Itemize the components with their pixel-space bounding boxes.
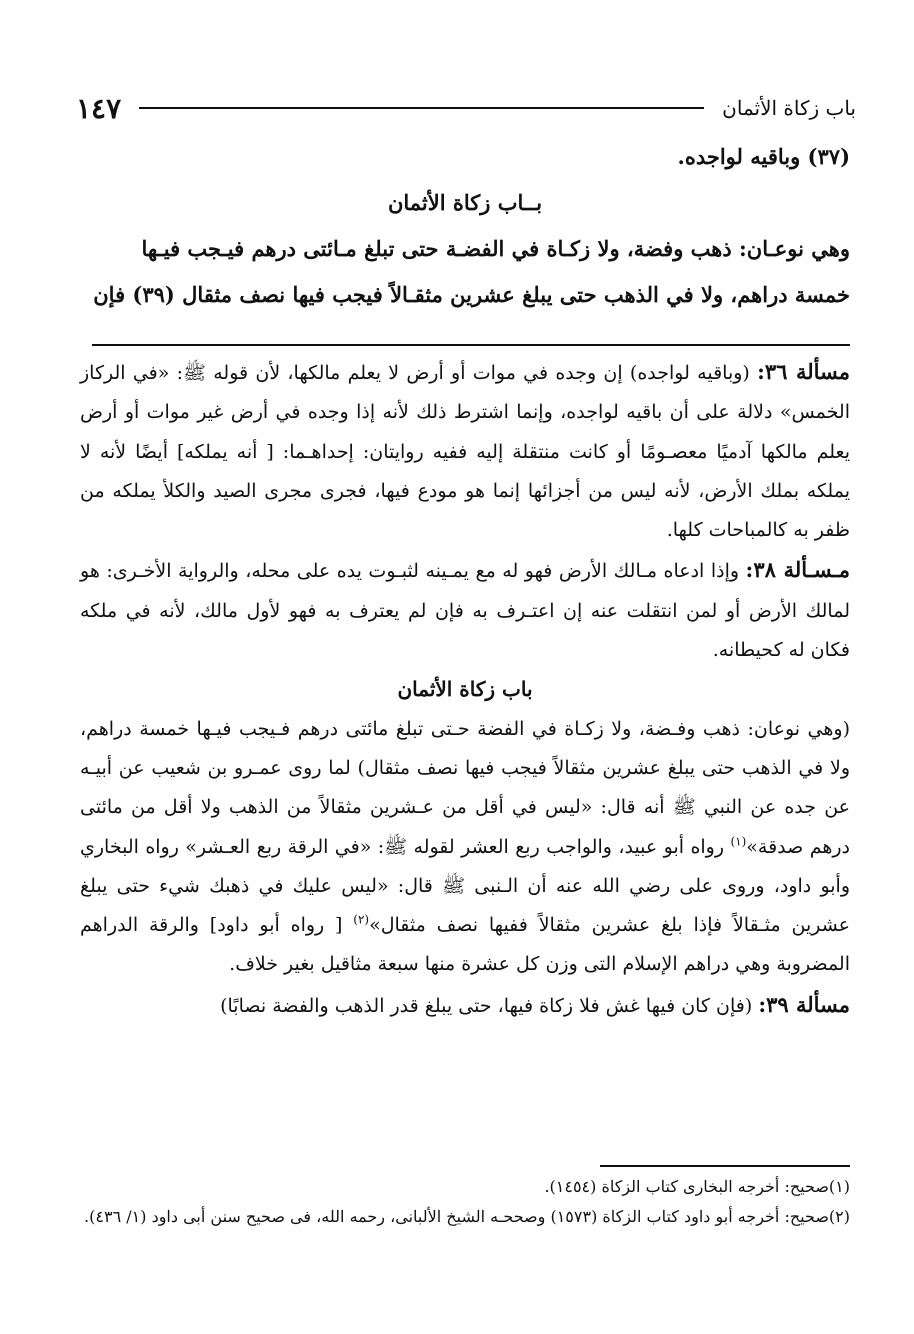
running-header — [76, 88, 856, 128]
matn-text — [80, 134, 850, 318]
matn-chapter-title: بــاب زكاة الأثمان — [387, 190, 543, 215]
chapter-text-1: (وهي نوعان: ذهب وفـضة، ولا زكـاة في الفضة حـتى تبلغ مائتى درهم فـيجب فيـها خمسة دراهم، ولا في الذهب حتى يبلغ عشرين مثقالاً فيجب فيها نصف مثقال) لما روى عمـرو بن شعيب عن أبيـه عن جده عن النبي ﷺ أنه قال: «ليس في أقل من عـشرين مثقالاً من الذهب ولا أقل من مائتى درهم صدقة» — [80, 717, 850, 858]
footnote-divider — [600, 1165, 850, 1167]
masala-38-paragraph — [80, 550, 850, 670]
masala-36-text: (وباقيه لواجده) إن وجده في موات أو أرض لا يعلم مالكها، لأن قوله ﷺ: «في الركاز الخمس» دلالة على أن باقيه لواجده، وإنما اشترط ذلك لأنه إذا وجده في أرض غير موات أو أرض يعلم مالكها آدميًا معصـومًا أو كانت منتقلة إليه ففيه روايتان: إحداهـما: [ أنه يملكه] أيضًا لأنه لا يملكه بملك الأرض، لأنه ليس من أجزائها إنما هو مودع فيها، فجرى مجرى الصيد والكلأ يملكه من ظفر به كالمباحات كلها. — [80, 362, 850, 542]
chapter-text-2: رواه أبو عبيد، والواجب ربع العشر لقوله ﷺ: «في الرقة ربع العـشر» رواه البخاري وأبو داود، وروى على رضي الله عنه أن الـنبى ﷺ قال: «ليس عليك في ذهبك شيء حتى يبلغ عشرين مثـقالاً فإذا بلغ عشرين مثقالاً ففيها نصف مثقال» — [80, 835, 850, 937]
chapter-paragraph — [80, 710, 850, 985]
chapter-heading: باب زكاة الأثمان — [397, 677, 533, 702]
matn-line-2: خمسة دراهم، ولا في الذهب حتى يبلغ عشرين مثقـالاً فيجب فيها نصف مثقال (٣٩) فإن — [93, 282, 850, 307]
page-number: ١٤٧ — [76, 91, 122, 125]
masala-39-label: مسألة ٣٩: — [758, 991, 850, 1017]
masala-36-label: مسألة ٣٦: — [757, 359, 850, 384]
masala-36-paragraph — [80, 352, 850, 550]
matn-line-1: وهي نوعـان: ذهب وفضة، ولا زكـاة في الفضـة حتى تبلغ مـائتى درهم فيـجب فيـها — [141, 236, 850, 261]
footnote-2: (٢)صحيح: أخرجه أبو داود كتاب الزكاة (١٥٧٣) وصححـه الشيخ الألبانى، رحمه الله، فى صحيح سنن أبى داود (١/ ٤٣٦). — [84, 1207, 850, 1226]
matn-intro-line: (٣٧) وباقيه لواجده. — [677, 144, 850, 169]
masala-39-text: (فإن كان فيها غش فلا زكاة فيها، حتى يبلغ قدر الذهب والفضة نصابًا) — [220, 994, 753, 1017]
header-rule — [139, 107, 704, 109]
running-header-title: باب زكاة الأثمان — [722, 96, 856, 120]
footnotes — [80, 1172, 850, 1232]
masala-39-paragraph — [80, 985, 850, 1026]
masala-38-text: وإذا ادعاه مـالك الأرض فهو له مع يمـينه لثبـوت يده على محله، والرواية الأخـرى: هو لمالك الأرض أو لمن انتقلت عنه إن اعتـرف به فإن لم يعترف به فهو لأول مالك، لأنه في ملكه فكان له كحيطانه. — [80, 560, 850, 662]
matn-divider — [92, 344, 850, 346]
masala-38-label: مـسـألة ٣٨: — [745, 557, 850, 583]
chapter-text-3: [ رواه أبو داود] والرقة الدراهم المضروبة وهي دراهم الإسلام التى وزن كل عشرة منها سبعة مثاقيل بغير خلاف. — [80, 914, 850, 976]
commentary-text — [80, 352, 850, 1026]
footnote-1: (١)صحيح: أخرجه البخارى كتاب الزكاة (١٤٥٤). — [544, 1177, 850, 1196]
footnote-ref-2[interactable]: (٢) — [353, 912, 370, 927]
footnote-ref-1[interactable]: (١) — [730, 834, 747, 849]
